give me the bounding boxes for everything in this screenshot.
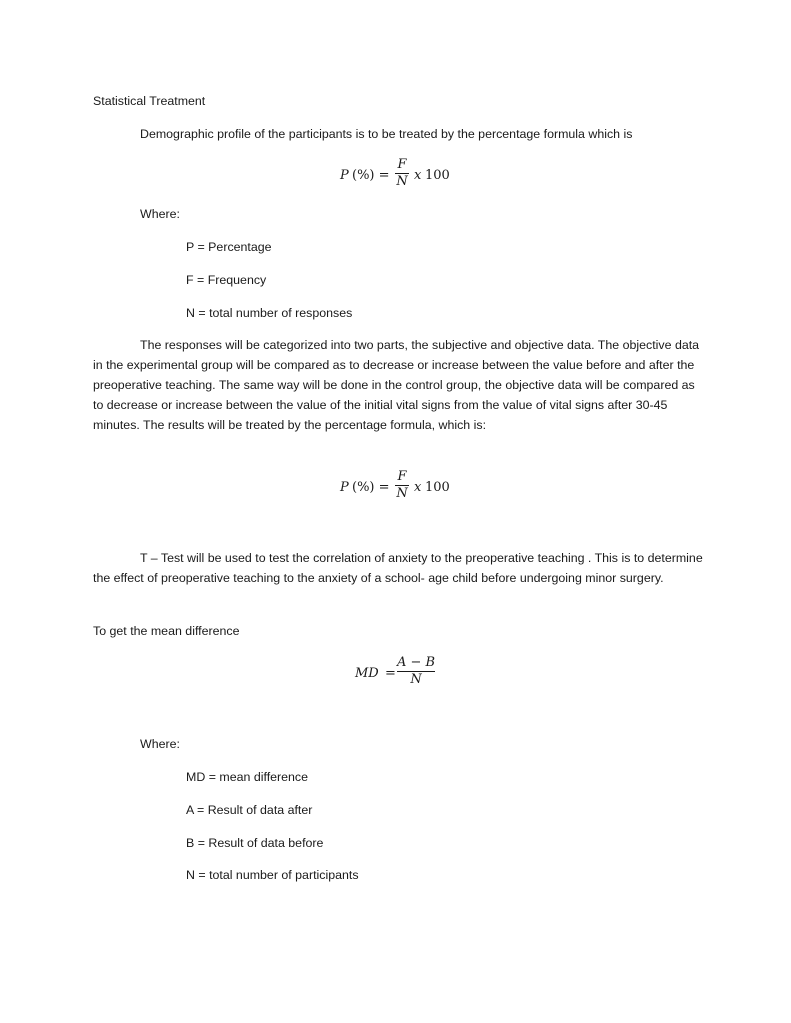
formula-1-lhs: P [340, 168, 349, 183]
definition-data-before: B = Result of data before [186, 836, 324, 850]
formula-2-rhs-var: x [414, 480, 422, 495]
formula-2-fraction [395, 469, 409, 502]
md-formula-lhs: MD [355, 666, 379, 681]
section-heading: Statistical Treatment [93, 94, 206, 108]
where-label-2: Where: [140, 737, 180, 751]
formula-1-fraction [395, 157, 409, 190]
where-label-1: Where: [140, 207, 180, 221]
intro-text: Demographic profile of the participants is to be treated by the percentage formula which is [140, 127, 633, 141]
formula-2-numerator: F [397, 469, 407, 484]
formula-2-lhs: P [340, 480, 349, 495]
md-formula-fraction [397, 655, 435, 688]
formula-2-lhs-paren: (%) = [352, 480, 390, 495]
formula-1-denominator: N [396, 174, 408, 189]
formula-1-rhs-var: x [414, 168, 422, 183]
md-formula-denominator: N [410, 672, 422, 687]
definition-total-participants: N = total number of participants [186, 868, 359, 882]
formula-1-numerator: F [397, 157, 407, 172]
mean-difference-intro: To get the mean difference [93, 624, 240, 638]
formula-2-rhs-const: 100 [425, 480, 450, 495]
md-formula-numerator: A − B [397, 655, 436, 670]
md-formula-eq: = [385, 666, 396, 681]
definition-total-responses: N = total number of responses [186, 306, 353, 320]
formula-2-denominator: N [396, 486, 408, 501]
ttest-paragraph: T – Test will be used to test the correlation of anxiety to the preoperative teaching . This is to determine the effect of preoperative teaching to the anxiety of a school- age child before undergoing minor surgery. [93, 551, 703, 585]
definition-mean-difference: MD = mean difference [186, 770, 309, 784]
definition-percentage: P = Percentage [186, 240, 272, 254]
definition-frequency: F = Frequency [186, 273, 267, 287]
formula-1-rhs-const: 100 [425, 168, 450, 183]
formula-1-lhs-paren: (%) = [352, 168, 390, 183]
definition-data-after: A = Result of data after [186, 803, 313, 817]
responses-paragraph: The responses will be categorized into two parts, the subjective and objective data. The objective data in the experimental group will be compared as to decrease or increase between the value before and after the preoperative teaching. The same way will be done in the control group, the objective data will be compared as to decrease or increase between the value of the initial vital signs from the value of vital signs after 30-45 minutes. The results will be treated by the percentage formula, which is: [93, 338, 700, 432]
